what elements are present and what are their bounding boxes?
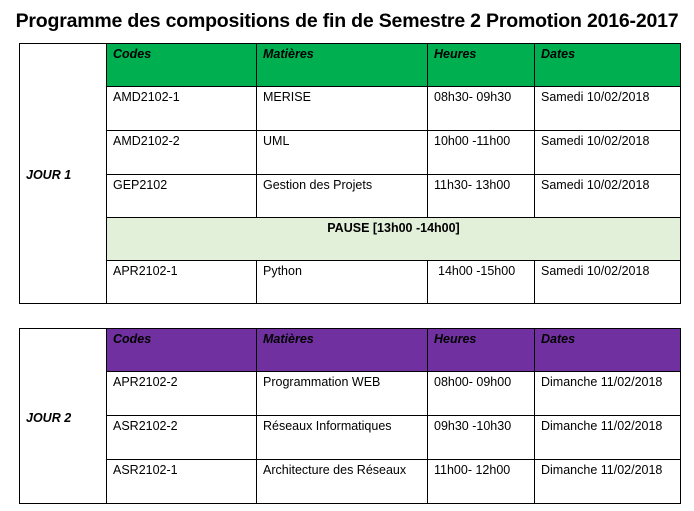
cell-code: ASR2102-2 (107, 416, 257, 460)
header-dates: Dates (535, 44, 681, 87)
cell-code: ASR2102-1 (107, 460, 257, 504)
header-heures: Heures (428, 44, 535, 87)
cell-code: APR2102-1 (107, 261, 257, 304)
table-row (20, 87, 681, 131)
cell-code: AMD2102-2 (107, 131, 257, 175)
table-row (20, 261, 681, 304)
cell-heures: 08h30- 09h30 (428, 87, 535, 131)
cell-date: Samedi 10/02/2018 (535, 87, 681, 131)
cell-date: Dimanche 11/02/2018 (535, 372, 681, 416)
pause-label: PAUSE [13h00 -14h00] (107, 218, 681, 261)
cell-matiere: UML (257, 131, 428, 175)
cell-date: Samedi 10/02/2018 (535, 175, 681, 218)
header-codes: Codes (107, 44, 257, 87)
schedule-table-day1 (19, 43, 681, 304)
cell-code: AMD2102-1 (107, 87, 257, 131)
cell-heures: 10h00 -11h00 (428, 131, 535, 175)
cell-code: GEP2102 (107, 175, 257, 218)
day-label: JOUR 2 (20, 329, 107, 504)
header-matieres: Matières (257, 44, 428, 87)
cell-date: Dimanche 11/02/2018 (535, 460, 681, 504)
pause-row (20, 218, 681, 261)
cell-date: Samedi 10/02/2018 (535, 131, 681, 175)
cell-heures: 11h30- 13h00 (428, 175, 535, 218)
header-codes: Codes (107, 329, 257, 372)
table-row (20, 175, 681, 218)
cell-heures: 11h00- 12h00 (428, 460, 535, 504)
cell-matiere: Réseaux Informatiques (257, 416, 428, 460)
cell-heures: 09h30 -10h30 (428, 416, 535, 460)
cell-matiere: MERISE (257, 87, 428, 131)
cell-code: APR2102-2 (107, 372, 257, 416)
day-label: JOUR 1 (20, 44, 107, 304)
table-row (20, 372, 681, 416)
schedule-table-day2 (19, 328, 681, 504)
cell-date: Samedi 10/02/2018 (535, 261, 681, 304)
cell-date: Dimanche 11/02/2018 (535, 416, 681, 460)
cell-matiere: Architecture des Réseaux (257, 460, 428, 504)
cell-matiere: Programmation WEB (257, 372, 428, 416)
table-row (20, 460, 681, 504)
header-heures: Heures (428, 329, 535, 372)
cell-heures: 08h00- 09h00 (428, 372, 535, 416)
page-title: Programme des compositions de fin de Semestre 2 Promotion 2016-2017 (15, 10, 679, 32)
cell-matiere: Gestion des Projets (257, 175, 428, 218)
header-dates: Dates (535, 329, 681, 372)
table-row (20, 131, 681, 175)
header-matieres: Matières (257, 329, 428, 372)
cell-matiere: Python (257, 261, 428, 304)
cell-heures: 14h00 -15h00 (428, 261, 535, 304)
table-row (20, 416, 681, 460)
